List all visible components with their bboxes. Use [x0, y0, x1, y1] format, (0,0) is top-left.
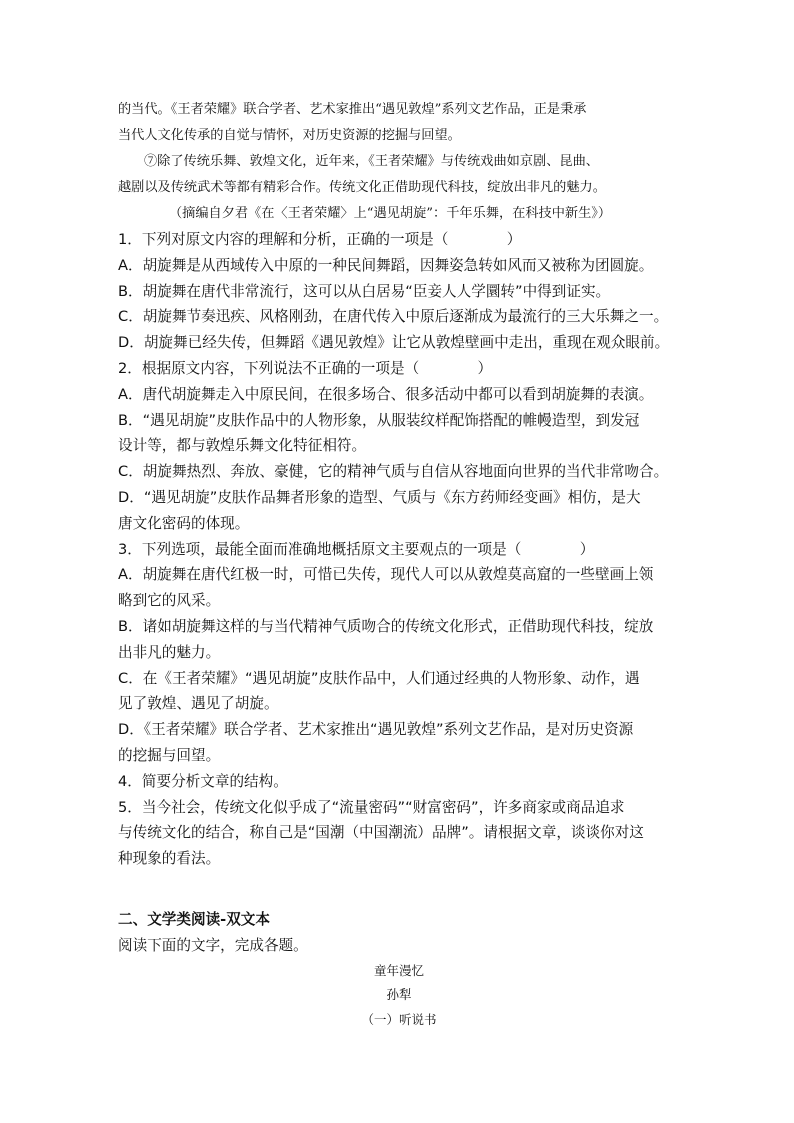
option-2d: D．“遇见胡旋”皮肤作品舞者形象的造型、气质与《东方药师经变画》相仿，是大: [118, 488, 641, 506]
option-3a: A．胡旋舞在唐代红极一时，可惜已失传，现代人可以从敦煌莫高窟的一些壁画上领: [118, 566, 654, 584]
option-2c: C．胡旋舞热烈、奔放、豪健，它的精神气质与自信从容地面向世界的当代非常吻合。: [118, 463, 669, 481]
question-3: 3．下列选项，最能全面而准确地概括原文主要观点的一项是（ ）: [118, 540, 595, 558]
article-title: 童年漫忆: [373, 962, 424, 978]
section-gap: [118, 872, 680, 907]
option-3a-cont: 略到它的风采。: [118, 592, 221, 610]
option-1b: B．胡旋舞在唐代非常流行，这可以从白居易“臣妾人人学圜转”中得到证实。: [118, 282, 611, 300]
question-5: 5．当今社会，传统文化似乎成了“流量密码”“财富密码”，许多商家或商品追求: [118, 798, 625, 816]
option-2d-cont: 唐文化密码的体现。: [118, 514, 250, 532]
option-2b: B．“遇见胡旋”皮肤作品中的人物形象，从服装纹样配饰搭配的帷幔造型，到发冠: [118, 411, 640, 429]
question-1: 1．下列对原文内容的理解和分析，正确的一项是（ ）: [118, 231, 522, 248]
page-content: [118, 97, 680, 1032]
option-3d-cont: 的挖掘与回望。: [118, 746, 221, 764]
option-3c-cont: 见了敦煌、遇见了胡旋。: [118, 695, 279, 713]
article-author: 孙犁: [386, 987, 412, 1003]
passage-line: 当代人文化传承的自觉与情怀，对历史资源的挖掘与回望。: [118, 128, 461, 143]
option-1c: C．胡旋舞节奏迅疾、风格刚劲，在唐代传入中原后逐渐成为最流行的三大乐舞之一。: [118, 308, 669, 326]
section-heading: 二、文学类阅读-双文本: [118, 910, 270, 928]
option-3b: B．诸如胡旋舞这样的与当代精神气质吻合的传统文化形式，正借助现代科技，绽放: [118, 617, 654, 635]
passage-line: 的当代。《王者荣耀》联合学者、艺术家推出“遇见敦煌”系列文艺作品，正是秉承: [118, 102, 587, 117]
option-2b-cont: 设计等，都与敦煌乐舞文化特征相符。: [118, 437, 367, 455]
option-1d: D．胡旋舞已经失传，但舞蹈《遇见敦煌》让它从敦煌壁画中走出，重现在观众眼前。: [118, 334, 670, 352]
source-note: （摘编自夕君《在〈王者荣耀〉上“遇见胡旋”：千年乐舞，在科技中新生》）: [169, 206, 612, 221]
section-instruction: 阅读下面的文字，完成各题。: [118, 936, 308, 954]
option-1a: A．胡旋舞是从西域传入中原的一种民间舞蹈，因舞姿急转如风而又被称为团圆旋。: [118, 256, 654, 274]
option-3b-cont: 出非凡的魅力。: [118, 643, 221, 661]
question-2: 2．根据原文内容，下列说法不正确的一项是（ ）: [118, 359, 493, 377]
option-3d: D．《王者荣耀》联合学者、艺术家推出“遇见敦煌”系列文艺作品，是对历史资源: [118, 721, 634, 739]
passage-paragraph-7: ⑦除了传统乐舞、敦煌文化，近年来，《王者荣耀》与传统戏曲如京剧、昆曲、: [144, 154, 599, 169]
question-5-cont: 与传统文化的结合，称自己是“国潮（中国潮流）品牌”。请根据文章，谈谈你对这: [118, 824, 644, 842]
question-4: 4．简要分析文章的结构。: [118, 772, 288, 790]
question-5-cont: 种现象的看法。: [118, 850, 221, 868]
passage-line: 越剧以及传统武术等都有精彩合作。传统文化正借助现代科技，绽放出非凡的魅力。: [118, 180, 606, 195]
option-3c: C．在《王者荣耀》“遇见胡旋”皮肤作品中，人们通过经典的人物形象、动作，遇: [118, 669, 640, 687]
article-subtitle: （一）听说书: [361, 1011, 437, 1027]
option-2a: A．唐代胡旋舞走入中原民间，在很多场合、很多活动中都可以看到胡旋舞的表演。: [118, 385, 654, 403]
